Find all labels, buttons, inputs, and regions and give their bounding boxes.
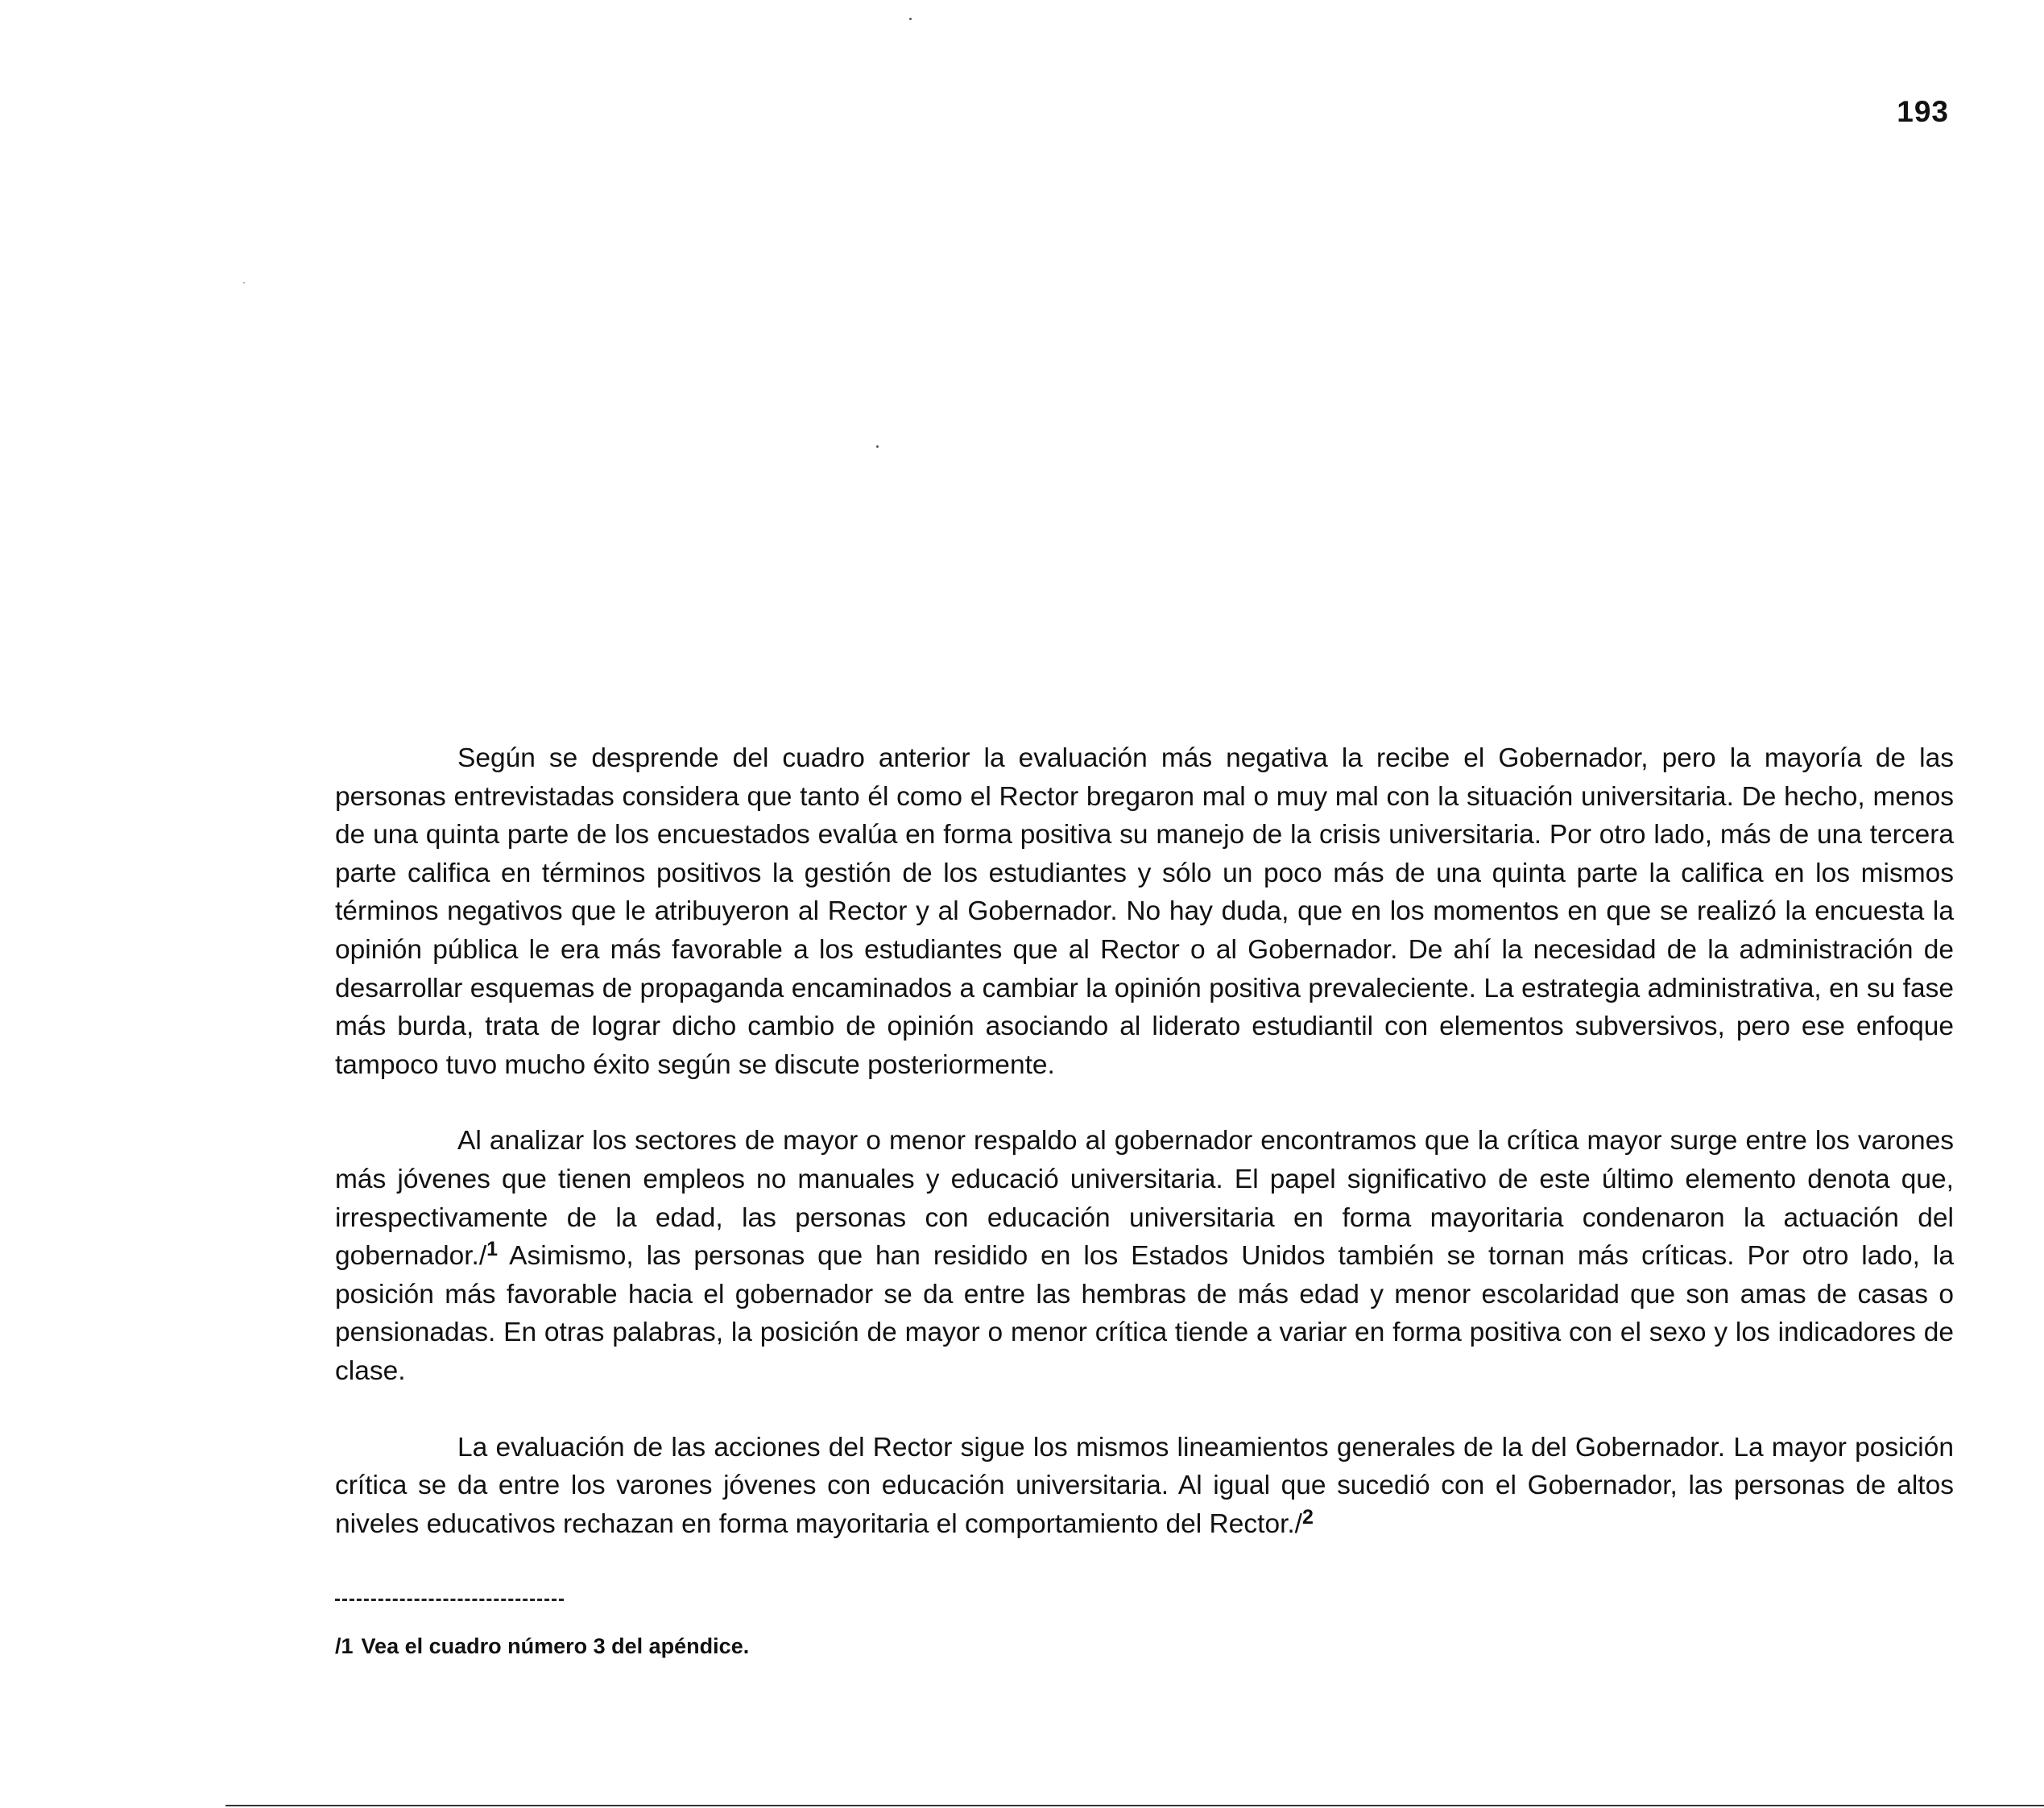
footnote-text: Vea el cuadro número 3 del apéndice. (361, 1634, 750, 1658)
paragraph-2-text-after: Asimismo, las personas que han residido en los Estados Unidos también se tornan más críticas. Por otro lado, la posición más favorable hacia el gobernador se da entre las hembras de más edad y menor escolaridad que son amas de casas o pensionadas. En otras palabras, la posición de mayor o menor crítica tiende a variar en forma positiva con el sexo y los indicadores de clase. (335, 1241, 1954, 1386)
footnote (335, 1634, 749, 1659)
paragraph-2 (335, 1122, 1954, 1390)
page-bottom-rule (226, 1805, 2044, 1806)
footnote-separator (335, 1599, 564, 1601)
paragraph-1-text: Según se desprende del cuadro anterior la evaluación más negativa la recibe el Gobernador, pero la mayoría de las personas entrevistadas considera que tanto él como el Rector bregaron mal o muy mal con la situación universitaria. De hecho, menos de una quinta parte de los encuestados evalúa en forma positiva su manejo de la crisis universitaria. Por otro lado, más de una tercera parte califica en términos positivos la gestión de los estudiantes y sólo un poco más de una quinta parte la califica en los mismos términos negativos que le atribuyeron al Rector y al Gobernador. No hay duda, que en los momentos en que se realizó la encuesta la opinión pública le era más favorable a los estudiantes que al Rector o al Gobernador. De ahí la necesidad de la administración de desarrollar esquemas de propaganda encaminados a cambiar la opinión positiva prevaleciente. La estrategia administrativa, en su fase más burda, trata de lograr dicho cambio de opinión asociando al liderato estudiantil con elementos subversivos, pero ese enfoque tampoco tuvo mucho éxito según se discute posteriormente. (335, 743, 1954, 1080)
footnote-marker-2: 2 (1302, 1505, 1314, 1529)
paragraph-1 (335, 739, 1954, 1084)
scan-speck (243, 282, 245, 283)
scan-speck (876, 445, 879, 448)
scan-speck (909, 18, 912, 20)
body-text (335, 739, 1954, 1543)
paragraph-3-text-before: La evaluación de las acciones del Rector sigue los mismos lineamientos generales de la del Gobernador. La mayor posición crítica se da entre los varones jóvenes con educación universitaria. Al igual que sucedió con el Gobernador, las personas de altos niveles educativos rechazan en forma mayoritaria el comportamiento del Rector./ (335, 1432, 1954, 1539)
paragraph-3 (335, 1429, 1954, 1544)
footnote-marker-1: 1 (486, 1238, 499, 1261)
footnote-label: /1 (335, 1634, 354, 1658)
paragraph-2-text-before: Al analizar los sectores de mayor o menor respaldo al gobernador encontramos que la crítica mayor surge entre los varones más jóvenes que tienen empleos no manuales y educació universitaria. El papel significativo de este último elemento denota que, irrespectivamente de la edad, las personas con educación universitaria en forma mayoritaria condenaron la actuación del gobernador./ (335, 1126, 1954, 1272)
page-number: 193 (1897, 95, 1949, 128)
